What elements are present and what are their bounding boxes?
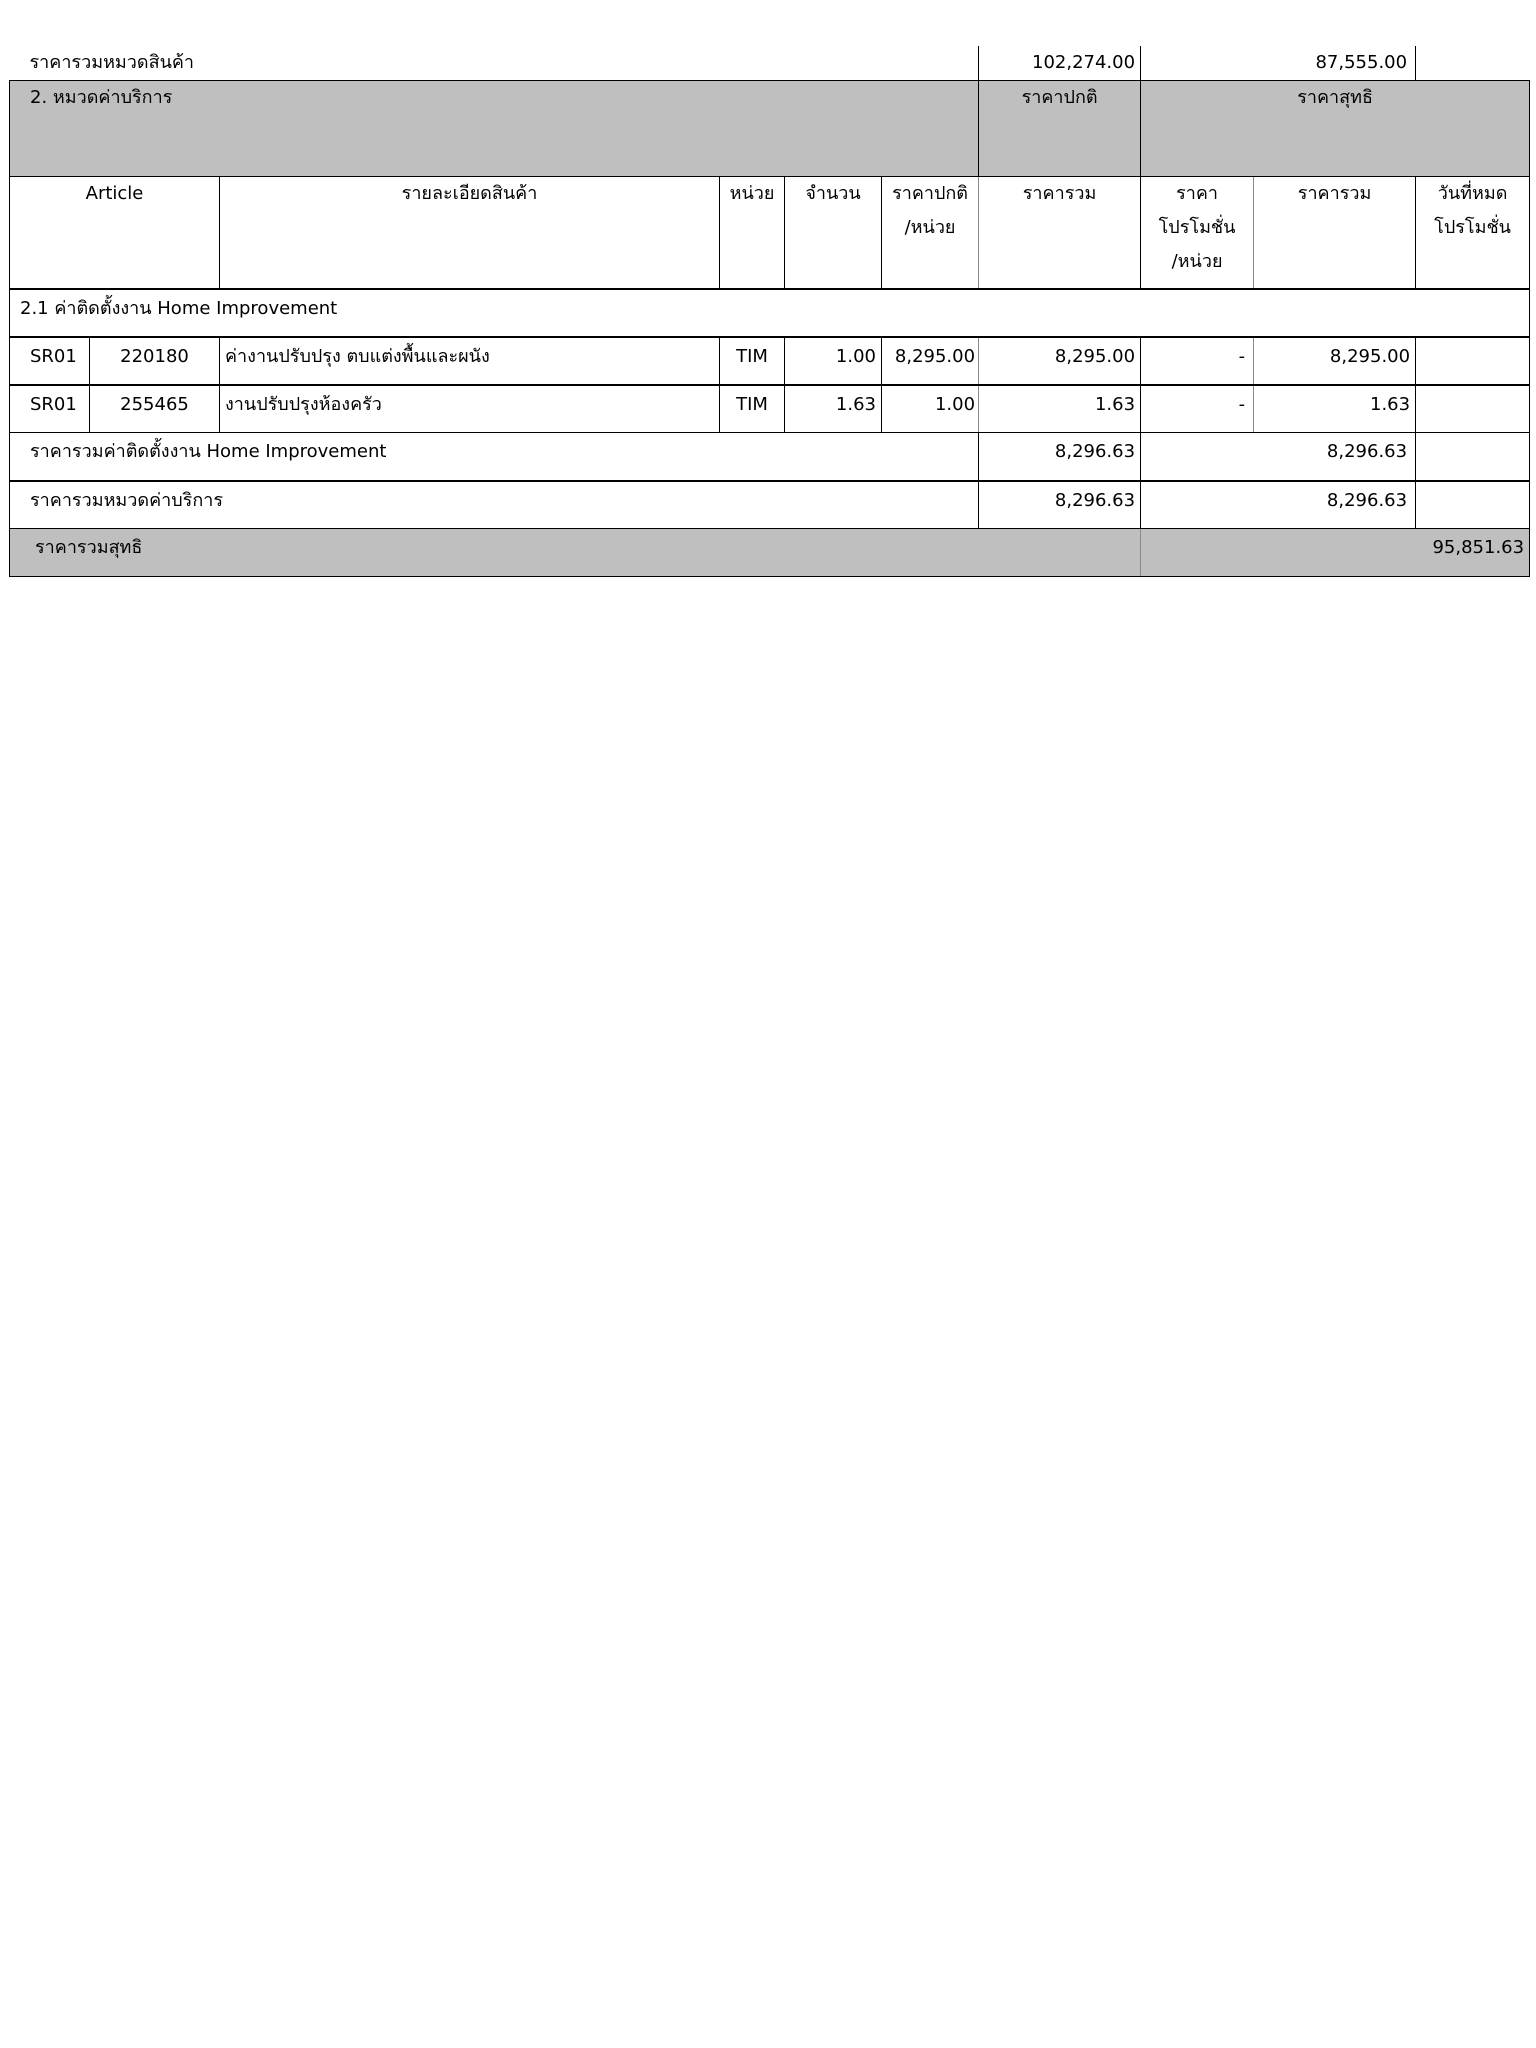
row-site: SR01 xyxy=(10,385,90,433)
service-total-label: ราคารวมหมวดค่าบริการ xyxy=(10,481,979,529)
product-total-empty xyxy=(1416,46,1530,81)
subsection-normal-total: 8,296.63 xyxy=(979,433,1141,481)
grand-total-label: ราคารวมสุทธิ xyxy=(10,529,1141,577)
col-promo-end xyxy=(1416,177,1530,289)
product-total-row xyxy=(10,46,1530,81)
col-normal-price xyxy=(882,177,979,289)
col-promo-price-line3: /หน่วย xyxy=(1171,251,1223,272)
section2-normal-price-label: ราคาปกติ xyxy=(979,81,1141,177)
row-article: 220180 xyxy=(90,337,220,385)
row-normal-total: 8,295.00 xyxy=(979,337,1141,385)
grand-total-row xyxy=(10,529,1530,577)
row-promo-end xyxy=(1416,337,1530,385)
section2-net-price-label: ราคาสุทธิ xyxy=(1141,81,1530,177)
service-net-total: 8,296.63 xyxy=(1141,481,1416,529)
col-normal-total: ราคารวม xyxy=(979,177,1141,289)
col-promo-price-line1: ราคา xyxy=(1176,183,1219,204)
row-site: SR01 xyxy=(10,337,90,385)
column-header-row xyxy=(10,177,1530,289)
row-qty: 1.63 xyxy=(785,385,882,433)
row-normal-total: 1.63 xyxy=(979,385,1141,433)
col-unit: หน่วย xyxy=(720,177,785,289)
subsection-total-empty xyxy=(1416,433,1530,481)
service-total-empty xyxy=(1416,481,1530,529)
subsection-total-row xyxy=(10,433,1530,481)
section2-title: 2. หมวดค่าบริการ xyxy=(10,81,979,177)
col-promo-total: ราคารวม xyxy=(1254,177,1416,289)
subsection-row xyxy=(10,289,1530,337)
subsection-total-label: ราคารวมค่าติดตั้งงาน Home Improvement xyxy=(10,433,979,481)
section2-header-row xyxy=(10,81,1530,177)
table-row xyxy=(10,385,1530,433)
product-net-total: 87,555.00 xyxy=(1141,46,1416,81)
row-qty: 1.00 xyxy=(785,337,882,385)
price-table xyxy=(9,46,1530,577)
row-promo-price: - xyxy=(1141,385,1254,433)
col-article: Article xyxy=(10,177,220,289)
price-summary-sheet xyxy=(9,46,1529,577)
service-total-row xyxy=(10,481,1530,529)
grand-total-value: 95,851.63 xyxy=(1141,529,1530,577)
col-qty: จำนวน xyxy=(785,177,882,289)
service-normal-total: 8,296.63 xyxy=(979,481,1141,529)
row-unit: TIM xyxy=(720,385,785,433)
col-normal-price-line1: ราคาปกติ xyxy=(892,183,968,204)
row-description: ค่างานปรับปรุง ตบแต่งพื้นและผนัง xyxy=(220,337,720,385)
row-promo-total: 8,295.00 xyxy=(1254,337,1416,385)
col-promo-price-line2: โปรโมชั่น xyxy=(1158,217,1236,238)
row-article: 255465 xyxy=(90,385,220,433)
product-total-label: ราคารวมหมวดสินค้า xyxy=(10,46,979,81)
subsection-title: 2.1 ค่าติดตั้งงาน Home Improvement xyxy=(10,289,1530,337)
col-description: รายละเอียดสินค้า xyxy=(220,177,720,289)
col-promo-price xyxy=(1141,177,1254,289)
row-promo-end xyxy=(1416,385,1530,433)
row-normal-price: 1.00 xyxy=(882,385,979,433)
col-promo-end-line2: โปรโมชั่น xyxy=(1434,217,1511,238)
row-promo-price: - xyxy=(1141,337,1254,385)
row-description: งานปรับปรุงห้องครัว xyxy=(220,385,720,433)
row-normal-price: 8,295.00 xyxy=(882,337,979,385)
row-promo-total: 1.63 xyxy=(1254,385,1416,433)
product-normal-total: 102,274.00 xyxy=(979,46,1141,81)
subsection-net-total: 8,296.63 xyxy=(1141,433,1416,481)
table-row xyxy=(10,337,1530,385)
col-promo-end-line1: วันที่หมด xyxy=(1437,183,1508,204)
row-unit: TIM xyxy=(720,337,785,385)
col-normal-price-line2: /หน่วย xyxy=(904,217,956,238)
